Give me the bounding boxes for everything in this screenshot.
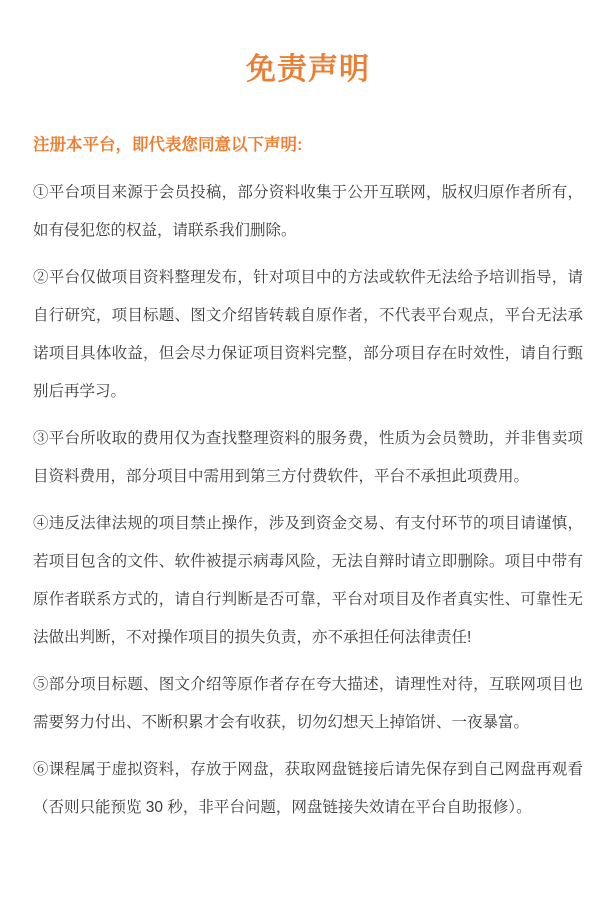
paragraph-line: 若项目包含的文件、软件被提示病毒风险，无法自辩时请立即删除。项目中带有: [33, 553, 583, 570]
paragraph-line: ⑥课程属于虚拟资料，存放于网盘，获取网盘链接后请先保存到自己网盘再观看: [33, 761, 583, 778]
paragraph-line: ③平台所收取的费用仅为查找整理资料的服务费，性质为会员赞助，并非售卖项: [33, 430, 583, 447]
disclaimer-paragraph-2: [33, 259, 583, 411]
paragraph-line: ⑤部分项目标题、图文介绍等原作者存在夸大描述，请理性对待，互联网项目也: [33, 676, 583, 693]
paragraph-line: 自行研究，项目标题、图文介绍皆转载自原作者，不代表平台观点，平台无法承: [33, 307, 583, 324]
disclaimer-paragraph-5: [33, 666, 583, 742]
disclaimer-body: [33, 174, 583, 827]
paragraph-line: （否则只能预览 30 秒，非平台问题，网盘链接失效请在平台自助报修）。: [33, 799, 532, 816]
paragraph-line: ①平台项目来源于会员投稿，部分资料收集于公开互联网，版权归原作者所有，: [33, 184, 583, 201]
paragraph-line: 别后再学习。: [33, 383, 127, 400]
paragraph-line: 目资料费用，部分项目中需用到第三方付费软件，平台不承担此项费用。: [33, 468, 530, 485]
paragraph-line: ②平台仅做项目资料整理发布，针对项目中的方法或软件无法给予培训指导，请: [33, 269, 583, 286]
disclaimer-paragraph-6: [33, 751, 583, 827]
disclaimer-page: [0, 53, 615, 909]
disclaimer-paragraph-1: [33, 174, 583, 250]
paragraph-line: 如有侵犯您的权益，请联系我们删除。: [33, 222, 297, 239]
page-title: 免责声明: [246, 53, 370, 86]
paragraph-line: 法做出判断，不对操作项目的损失负责，亦不承担任何法律责任!: [33, 629, 472, 646]
disclaimer-subtitle: 注册本平台，即代表您同意以下声明:: [33, 136, 303, 154]
paragraph-line: ④违反法律法规的项目禁止操作，涉及到资金交易、有支付环节的项目请谨慎，: [33, 515, 583, 532]
paragraph-line: 原作者联系方式的，请自行判断是否可靠，平台对项目及作者真实性、可靠性无: [33, 591, 583, 608]
paragraph-line: 诺项目具体收益，但会尽力保证项目资料完整，部分项目存在时效性，请自行甄: [33, 345, 583, 362]
disclaimer-paragraph-4: [33, 505, 583, 657]
disclaimer-paragraph-3: [33, 420, 583, 496]
paragraph-line: 需要努力付出、不断积累才会有收获，切勿幻想天上掉馅饼、一夜暴富。: [33, 714, 530, 731]
